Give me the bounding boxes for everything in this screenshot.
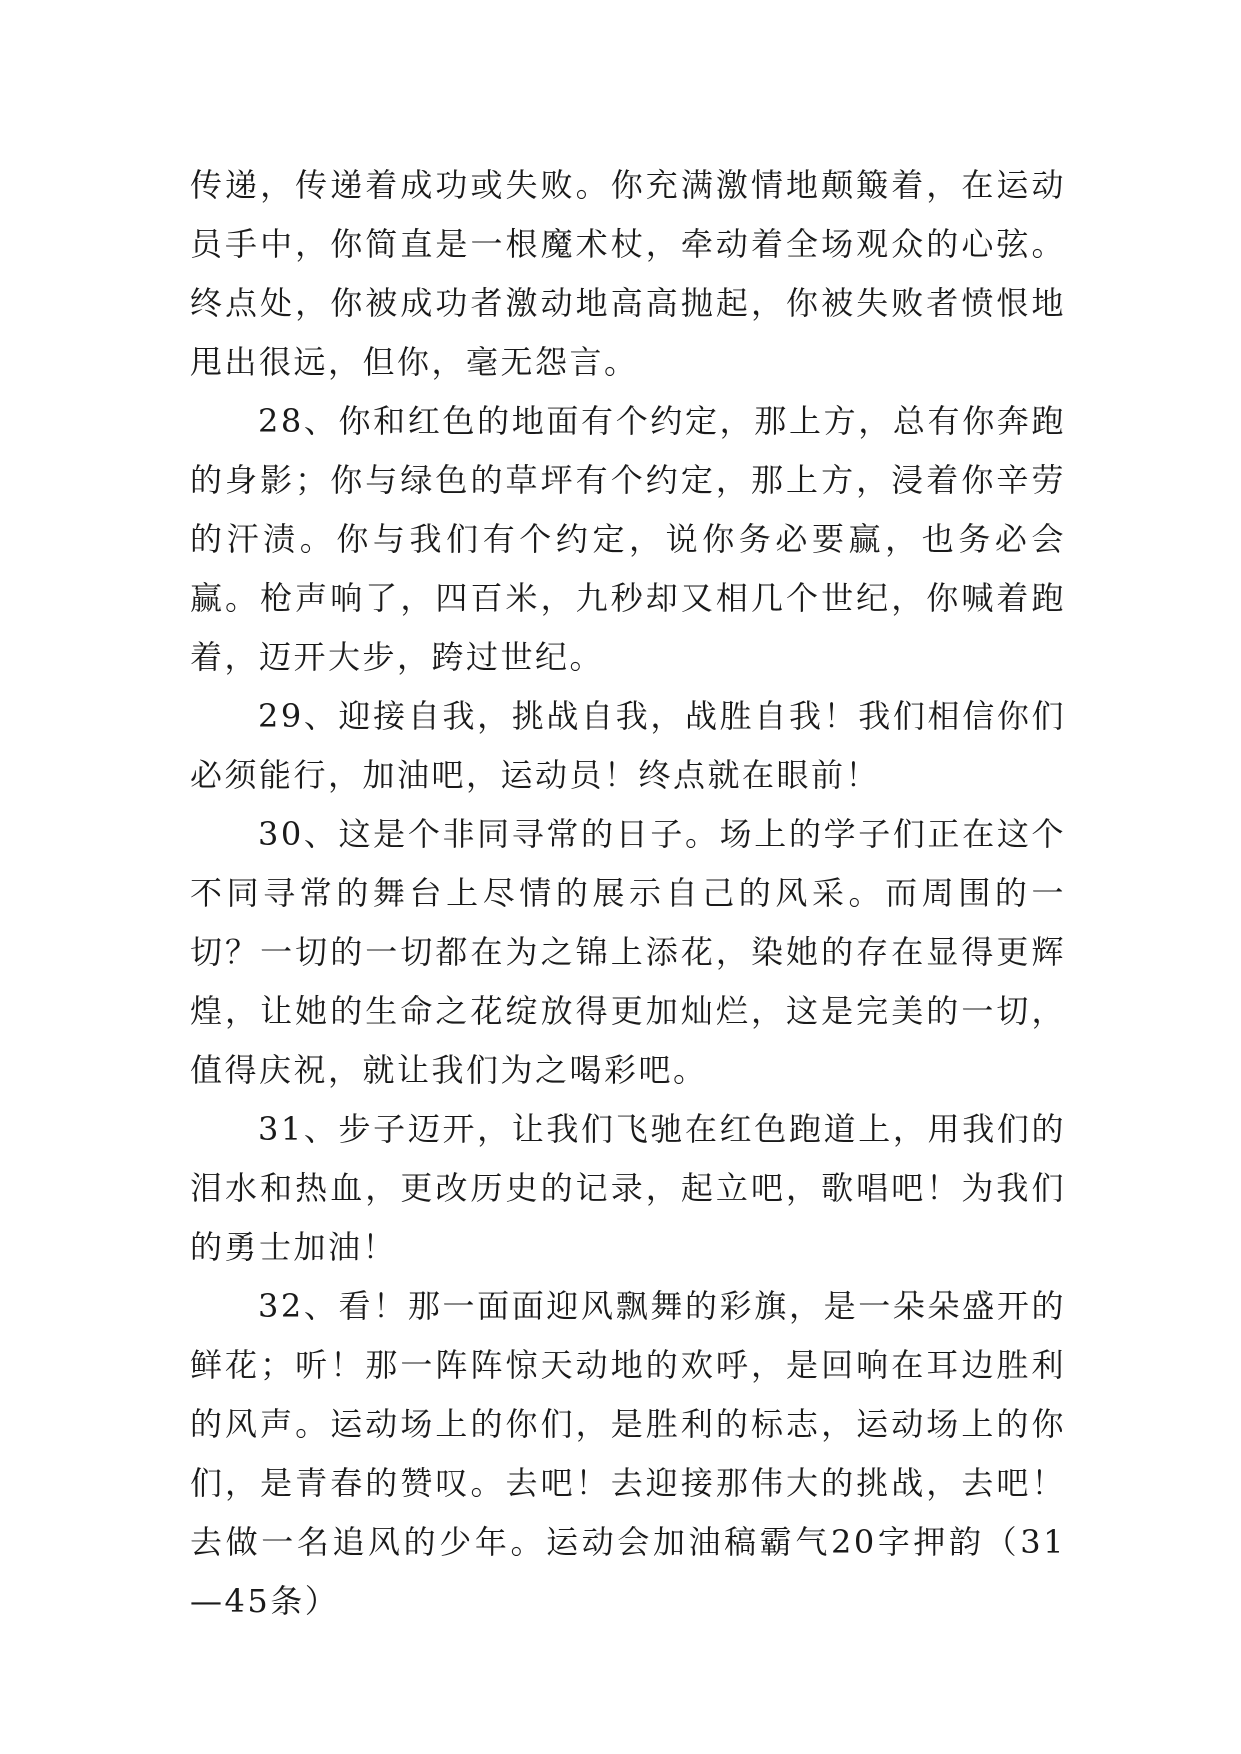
paragraph-29: 29、迎接自我，挑战自我，战胜自我！我们相信你们必须能行，加油吧，运动员！终点就在眼前！: [190, 697, 1066, 794]
paragraph-continued: 传递，传递着成功或失败。你充满激情地颠簸着，在运动员手中，你简直是一根魔术杖，牵动着全场观众的心弦。终点处，你被成功者激动地高高抛起，你被失败者愤恨地甩出很远，但你，毫无怨言。: [190, 166, 1066, 381]
paragraph-32: 32、看！那一面面迎风飘舞的彩旗，是一朵朵盛开的鲜花；听！那一阵阵惊天动地的欢呼，是回响在耳边胜利的风声。运动场上的你们，是胜利的标志，运动场上的你们，是青春的赞叹。去吧！去迎接那伟大的挑战，去吧！去做一名追风的少年。运动会加油稿霸气20字押韵（31—45条）: [190, 1287, 1066, 1620]
paragraph-30: 30、这是个非同寻常的日子。场上的学子们正在这个不同寻常的舞台上尽情的展示自己的风采。而周围的一切？一切的一切都在为之锦上添花，染她的存在显得更辉煌，让她的生命之花绽放得更加灿烂，这是完美的一切，值得庆祝，就让我们为之喝彩吧。: [190, 815, 1066, 1089]
paragraph-31: 31、步子迈开，让我们飞驰在红色跑道上，用我们的泪水和热血，更改历史的记录，起立吧，歌唱吧！为我们的勇士加油！: [190, 1110, 1066, 1266]
document-body: [190, 156, 1066, 1631]
paragraph-28: 28、你和红色的地面有个约定，那上方，总有你奔跑的身影；你与绿色的草坪有个约定，那上方，浸着你辛劳的汗渍。你与我们有个约定，说你务必要赢，也务必会赢。枪声响了，四百米，九秒却又相几个世纪，你喊着跑着，迈开大步，跨过世纪。: [190, 402, 1066, 676]
